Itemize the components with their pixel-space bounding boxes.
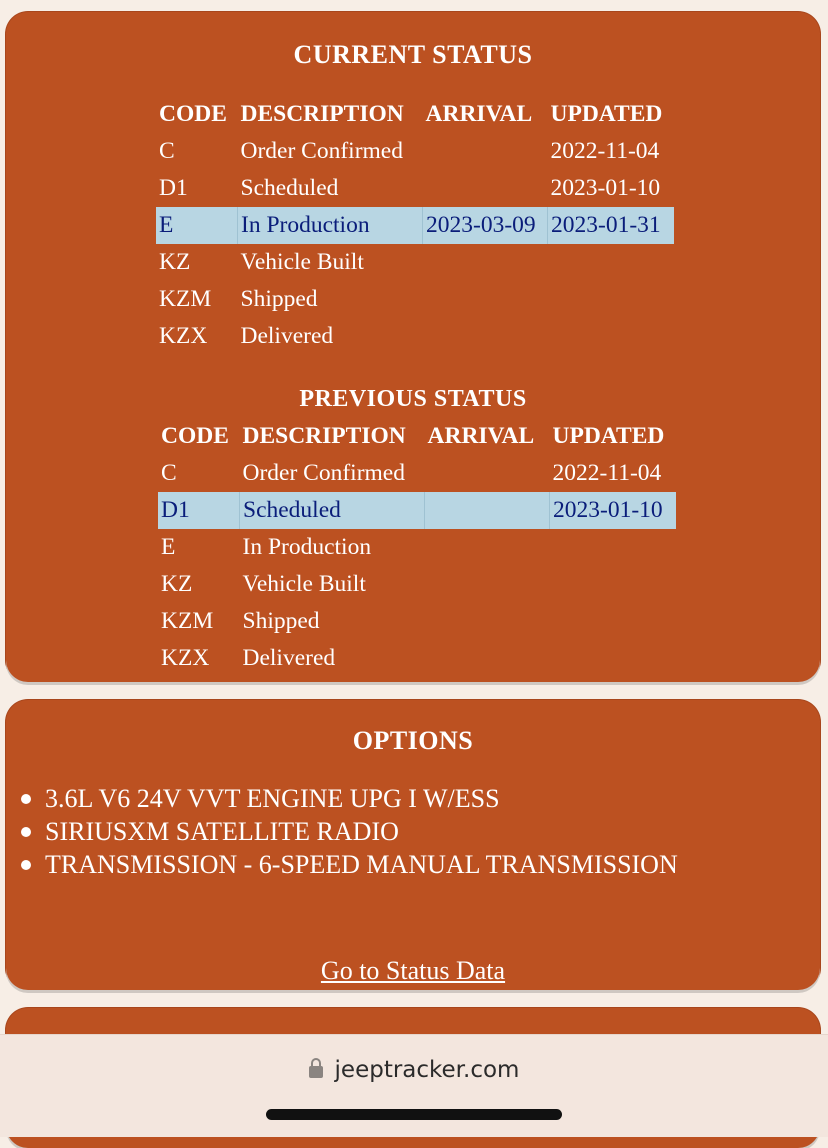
list-item	[45, 815, 678, 848]
current-status-title: CURRENT STATUS	[293, 40, 533, 69]
table-row	[156, 244, 674, 281]
table-row	[158, 603, 676, 640]
header-arrival: ARRIVAL	[425, 101, 533, 127]
cell-updated: 2023-01-10	[550, 175, 661, 201]
cell-code: KZX	[159, 323, 208, 349]
table-row	[156, 318, 674, 355]
cell-arrival	[423, 170, 548, 207]
cell-arrival	[425, 492, 550, 529]
list-item	[45, 848, 678, 881]
table-row	[156, 281, 674, 318]
options-list	[18, 782, 678, 881]
cell-updated: 2023-01-31	[548, 207, 675, 244]
cell-description: In Production	[238, 207, 423, 244]
previous-status-table	[158, 418, 676, 677]
options-title: OPTIONS	[352, 726, 474, 755]
cell-description: Shipped	[242, 608, 320, 634]
table-row	[158, 529, 676, 566]
cell-arrival	[423, 133, 548, 170]
cell-updated	[548, 281, 675, 318]
cell-description: Order Confirmed	[240, 138, 403, 164]
cell-arrival	[425, 455, 550, 492]
option-label: 3.6L V6 24V VVT ENGINE UPG I W/ESS	[45, 784, 500, 813]
bullet-icon	[21, 794, 31, 804]
cell-code: KZ	[161, 571, 193, 597]
cell-updated: 2022-11-04	[552, 460, 662, 486]
header-updated: UPDATED	[550, 101, 663, 127]
previous-status-title: PREVIOUS STATUS	[299, 386, 527, 412]
cell-updated	[548, 244, 675, 281]
cell-description: Order Confirmed	[242, 460, 405, 486]
option-label: SIRIUSXM SATELLITE RADIO	[45, 817, 399, 846]
table-header-row	[156, 96, 674, 133]
table-row	[158, 566, 676, 603]
cell-updated	[548, 318, 675, 355]
cell-code: D1	[159, 175, 188, 201]
cell-updated	[550, 529, 677, 566]
cell-arrival: 2023-03-09	[423, 207, 548, 244]
cell-code: C	[159, 138, 175, 164]
table-row	[156, 170, 674, 207]
bullet-icon	[21, 827, 31, 837]
table-header-row	[158, 418, 676, 455]
cell-arrival	[425, 603, 550, 640]
home-indicator[interactable]	[266, 1109, 562, 1120]
header-arrival: ARRIVAL	[427, 423, 535, 449]
url-display[interactable]	[0, 1057, 828, 1083]
bullet-icon	[21, 860, 31, 870]
cell-updated	[550, 603, 677, 640]
cell-arrival	[425, 529, 550, 566]
cell-code: E	[161, 534, 176, 560]
cell-code: KZ	[159, 249, 191, 275]
cell-description: In Production	[242, 534, 372, 560]
table-row	[156, 133, 674, 170]
header-updated: UPDATED	[552, 423, 665, 449]
header-code: CODE	[161, 423, 229, 449]
cell-arrival	[423, 244, 548, 281]
cell-code: KZX	[161, 645, 210, 671]
cell-updated	[550, 566, 677, 603]
table-row	[158, 640, 676, 677]
cell-arrival	[425, 640, 550, 677]
cell-code: D1	[158, 492, 240, 529]
cell-code: KZM	[159, 286, 212, 312]
status-card	[6, 12, 820, 682]
header-description: DESCRIPTION	[242, 423, 406, 449]
header-code: CODE	[159, 101, 227, 127]
cell-code: E	[156, 207, 238, 244]
cell-updated: 2022-11-04	[550, 138, 660, 164]
header-description: DESCRIPTION	[240, 101, 404, 127]
cell-description: Delivered	[242, 645, 336, 671]
cell-code: KZM	[161, 608, 214, 634]
cell-description: Vehicle Built	[242, 571, 366, 597]
go-to-status-data-link[interactable]: Go to Status Data	[320, 956, 506, 985]
cell-description: Shipped	[240, 286, 318, 312]
browser-address-bar[interactable]	[0, 1034, 828, 1137]
cell-updated: 2023-01-10	[550, 492, 677, 529]
cell-updated	[550, 640, 677, 677]
cell-description: Scheduled	[240, 175, 339, 201]
table-row	[158, 492, 676, 529]
table-row	[156, 207, 674, 244]
cell-arrival	[423, 318, 548, 355]
cell-arrival	[425, 566, 550, 603]
cell-description: Vehicle Built	[240, 249, 364, 275]
cell-code: C	[161, 460, 177, 486]
options-card	[6, 700, 820, 990]
cell-description: Scheduled	[240, 492, 425, 529]
url-text: jeeptracker.com	[334, 1057, 520, 1083]
cell-description: Delivered	[240, 323, 334, 349]
current-status-table	[156, 96, 674, 355]
option-label: TRANSMISSION - 6-SPEED MANUAL TRANSMISSION	[45, 850, 678, 879]
table-row	[158, 455, 676, 492]
cell-arrival	[423, 281, 548, 318]
list-item	[45, 782, 678, 815]
lock-icon	[309, 1066, 323, 1078]
